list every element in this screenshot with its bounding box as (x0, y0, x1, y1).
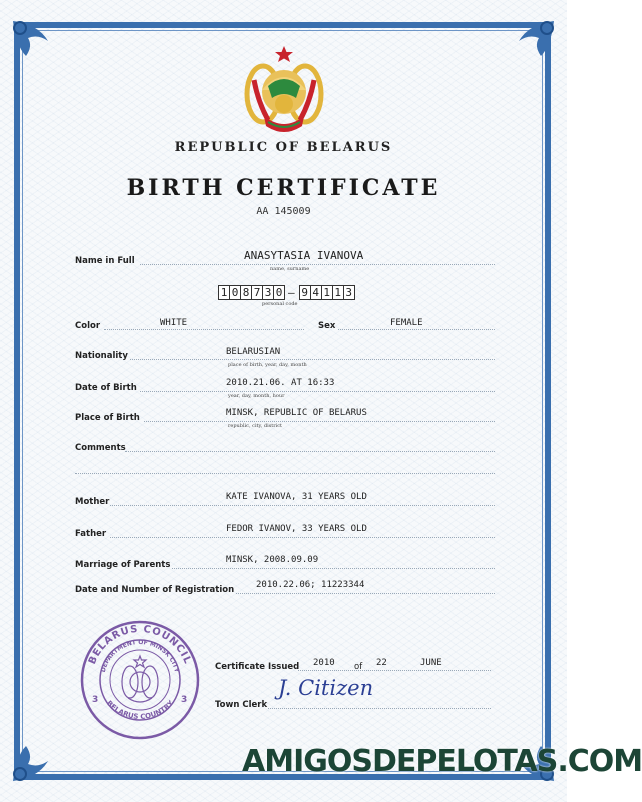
personal-code-digit: 1 (332, 285, 344, 300)
name-line (140, 264, 495, 265)
sex-value: FEMALE (390, 318, 423, 328)
personal-code-part-1 (218, 285, 284, 300)
name-hint: name, surname (270, 266, 310, 272)
official-stamp (78, 618, 202, 742)
personal-code-part-2 (299, 285, 354, 300)
personal-code-digit: 8 (240, 285, 252, 300)
issued-year: 2010 (313, 658, 335, 668)
series-number: AA 145009 (256, 206, 311, 217)
personal-code-digit: 0 (229, 285, 241, 300)
pob-hint: republic, city, district (228, 423, 283, 429)
personal-code-digit: 3 (343, 285, 355, 300)
pob-line (144, 421, 495, 422)
issued-of-label: of (354, 662, 363, 672)
color-value: WHITE (160, 318, 188, 328)
comments-line-2 (75, 473, 495, 474)
sex-line (338, 329, 495, 330)
certificate-issued-label: Certificate Issued (215, 662, 300, 672)
marriage-line (172, 568, 495, 569)
stamp-number-left: 3 (92, 695, 99, 705)
sex-label: Sex (318, 321, 336, 331)
corner-ornament-bottom-left (8, 726, 68, 786)
pob-value: MINSK, REPUBLIC OF BELARUS (226, 408, 367, 418)
comments-line-1 (125, 451, 495, 452)
personal-code-digit: 3 (262, 285, 274, 300)
issued-day: 22 (376, 658, 387, 668)
pob-label: Place of Birth (75, 413, 140, 423)
nationality-line (130, 359, 495, 360)
personal-code-hint: personal code (262, 301, 298, 307)
name-label: Name in Full (75, 256, 135, 266)
stamp-number-right: 3 (181, 695, 188, 705)
personal-code-digit: 0 (273, 285, 285, 300)
dob-value: 2010.21.06. AT 16:33 (226, 378, 335, 388)
nationality-label: Nationality (75, 351, 128, 361)
personal-code-digit: 4 (310, 285, 322, 300)
town-clerk-label: Town Clerk (215, 700, 268, 710)
document-title: BIRTH CERTIFICATE (126, 175, 441, 201)
issued-month: JUNE (420, 658, 442, 668)
country-name: REPUBLIC OF BELARUS (174, 140, 393, 155)
corner-ornament-top-left (8, 16, 68, 76)
father-line (110, 537, 495, 538)
color-line (104, 329, 304, 330)
mother-value: KATE IVANOVA, 31 YEARS OLD (226, 492, 367, 502)
dob-hint: year, day, month, hour (228, 393, 285, 399)
father-value: FEDOR IVANOV, 33 YEARS OLD (226, 524, 367, 534)
stamp-top-text: BELARUS COUNCIL (86, 623, 194, 667)
personal-code-digit: 1 (218, 285, 230, 300)
registration-label: Date and Number of Registration (75, 585, 235, 595)
marriage-label: Marriage of Parents (75, 560, 171, 570)
mother-line (110, 505, 495, 506)
watermark-text: AMIGOSDEPELOTAS.COM (242, 744, 642, 779)
marriage-value: MINSK, 2008.09.09 (226, 555, 319, 565)
clerk-signature: J. Citizen (278, 676, 374, 700)
father-label: Father (75, 529, 107, 539)
name-value: ANASYTASIA IVANOVA (244, 249, 364, 262)
personal-code-dash: — (288, 286, 295, 299)
stamp-bottom-text: BELARUS COUNTRY (104, 699, 176, 721)
stamp-inner-text: DEPARTMENT OF MINSK CITY (99, 638, 181, 674)
personal-code-digit: 9 (299, 285, 311, 300)
dob-line (140, 391, 495, 392)
registration-line (236, 593, 495, 594)
nationality-hint: place of birth, year, day, month (228, 362, 307, 368)
belarus-emblem (238, 42, 330, 138)
personal-code-digit: 1 (321, 285, 333, 300)
dob-label: Date of Birth (75, 383, 137, 393)
clerk-line (268, 708, 491, 709)
mother-label: Mother (75, 497, 110, 507)
color-label: Color (75, 321, 101, 331)
comments-label: Comments (75, 443, 126, 453)
issued-line (298, 670, 491, 671)
personal-code (218, 285, 354, 300)
nationality-value: BELARUSIAN (226, 347, 281, 357)
registration-value: 2010.22.06; 11223344 (256, 580, 365, 590)
stamp-emblem-icon (122, 656, 158, 702)
personal-code-digit: 7 (251, 285, 263, 300)
corner-ornament-top-right (499, 16, 559, 76)
